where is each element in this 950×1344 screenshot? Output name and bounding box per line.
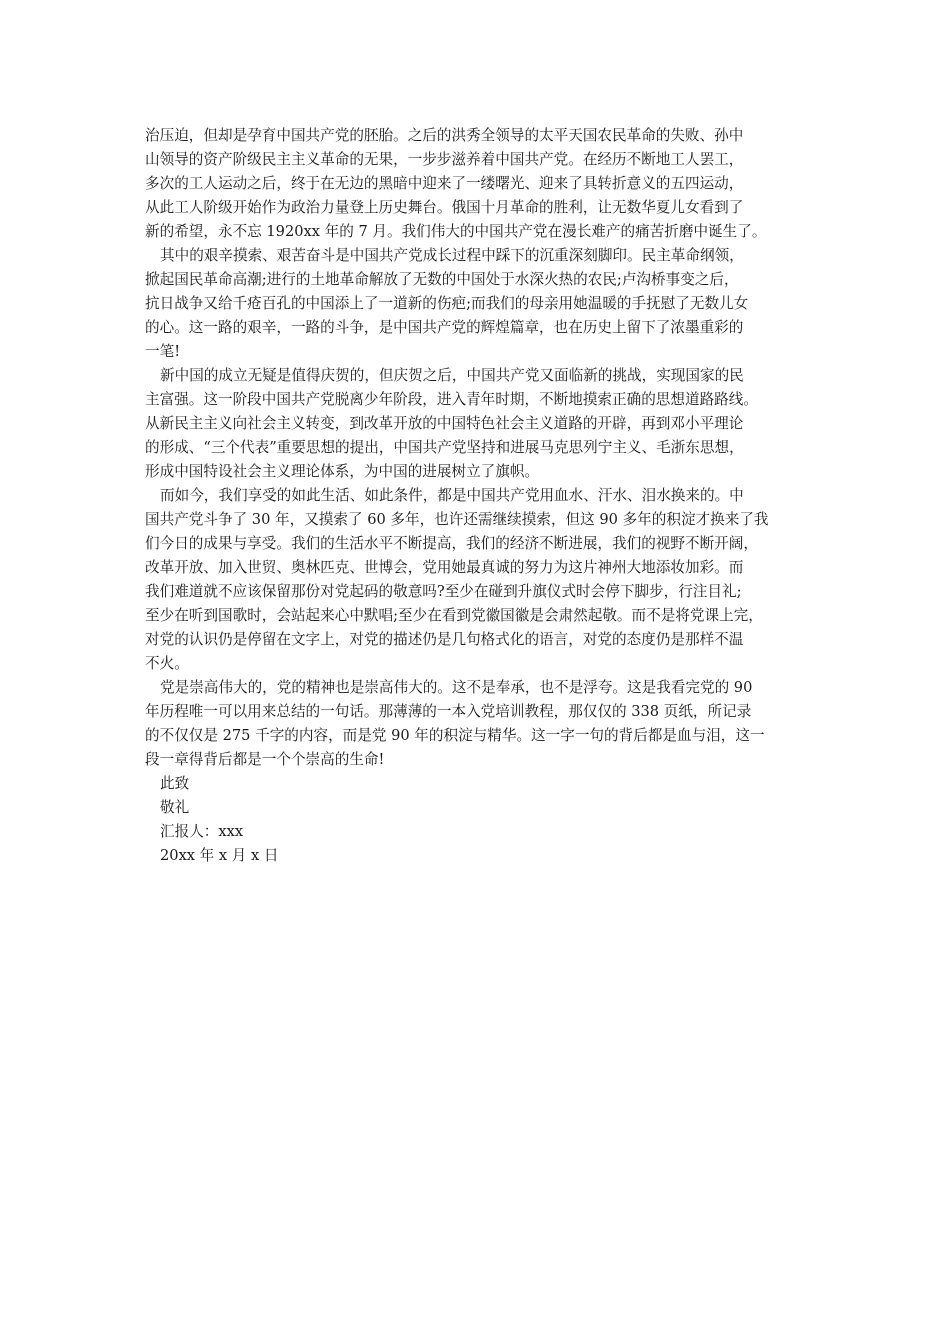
text-line: 治压迫，但却是孕育中国共产党的胚胎。之后的洪秀全领导的太平天国农民革命的失败、孙中 <box>145 127 744 144</box>
text-line: 的形成、“三个代表”重要思想的提出，中国共产党坚持和进展马克思列宁主义、毛浙东思想， <box>145 439 744 456</box>
text-line: 山领导的资产阶级民主主义革命的无果，一步步滋养着中国共产党。在经历不断地工人罢工， <box>145 151 744 168</box>
text-line: 我们难道就不应该保留那份对党起码的敬意吗?至少在碰到升旗仪式时会停下脚步，行注目礼; <box>145 583 742 600</box>
text-line: 新的希望，永不忘 1920xx 年的 7 月。我们伟大的中国共产党在漫长难产的痛苦折磨中诞生了。 <box>145 223 767 240</box>
text-line: 汇报人：xxx <box>160 823 244 840</box>
text-line: 年历程唯一可以用来总结的一句话。那薄薄的一本入党培训教程，那仅仅的 338 页纸，所记录 <box>145 703 752 720</box>
text-line: 新中国的成立无疑是值得庆贺的，但庆贺之后，中国共产党又面临新的挑战，实现国家的民 <box>160 367 744 384</box>
text-line: 对党的认识仍是停留在文字上，对党的描述仍是几句格式化的语言，对党的态度仍是那样不温 <box>145 631 744 648</box>
text-line: 从新民主主义向社会主义转变，到改革开放的中国特色社会主义道路的开辟，再到邓小平理论 <box>145 415 744 432</box>
text-line: 多次的工人运动之后，终于在无边的黑暗中迎来了一缕曙光、迎来了具转折意义的五四运动， <box>145 175 744 192</box>
text-line: 掀起国民革命高潮;进行的土地革命解放了无数的中国处于水深火热的农民;卢沟桥事变之后， <box>145 271 739 288</box>
text-line: 从此工人阶级开始作为政治力量登上历史舞台。俄国十月革命的胜利，让无数华夏儿女看到了 <box>145 199 744 216</box>
text-line: 主富强。这一阶段中国共产党脱离少年阶段，进入青年时期，不断地摸索正确的思想道路路线。 <box>145 391 758 408</box>
text-line: 的心。这一路的艰辛，一路的斗争，是中国共产党的辉煌篇章，也在历史上留下了浓墨重彩的 <box>145 319 744 336</box>
text-line: 党是崇高伟大的，党的精神也是崇高伟大的。这不是奉承，也不是浮夸。这是我看完党的 90 <box>160 679 753 696</box>
text-line: 而如今，我们享受的如此生活、如此条件，都是中国共产党用血水、汗水、泪水换来的。中 <box>160 487 744 504</box>
text-line: 抗日战争又给千疮百孔的中国添上了一道新的伤疤;而我们的母亲用她温暖的手抚慰了无数儿女 <box>145 295 749 312</box>
document-body <box>145 124 817 868</box>
text-line: 的不仅仅是 275 千字的内容，而是党 90 年的积淀与精华。这一字一句的背后都是血与泪，这一 <box>145 727 765 744</box>
text-line: 至少在听到国歌时，会站起来心中默唱;至少在看到党徽国徽是会肃然起敬。而不是将党课上完， <box>145 607 763 624</box>
text-line: 20xx 年 x 月 x 日 <box>160 847 279 864</box>
text-line: 敬礼 <box>160 799 190 816</box>
text-line: 其中的艰辛摸索、艰苦奋斗是中国共产党成长过程中踩下的沉重深刻脚印。民主革命纲领， <box>160 247 744 264</box>
text-line: 改革开放、加入世贸、奥林匹克、世博会，党用她最真诚的努力为这片神州大地添妆加彩。而 <box>145 559 744 576</box>
text-line: 形成中国特设社会主义理论体系，为中国的进展树立了旗帜。 <box>145 463 540 480</box>
text-line: 们今日的成果与享受。我们的生活水平不断提高，我们的经济不断进展，我们的视野不断开阔， <box>145 535 758 552</box>
text-line: 此致 <box>160 775 190 792</box>
text-line: 段一章得背后都是一个个崇高的生命! <box>145 751 385 768</box>
text-line: 国共产党斗争了 30 年，又摸索了 60 多年，也许还需继续摸索，但这 90 多年的积淀才换来了我 <box>145 511 769 528</box>
text-line: 一笔! <box>145 343 181 360</box>
text-line: 不火。 <box>145 655 189 672</box>
